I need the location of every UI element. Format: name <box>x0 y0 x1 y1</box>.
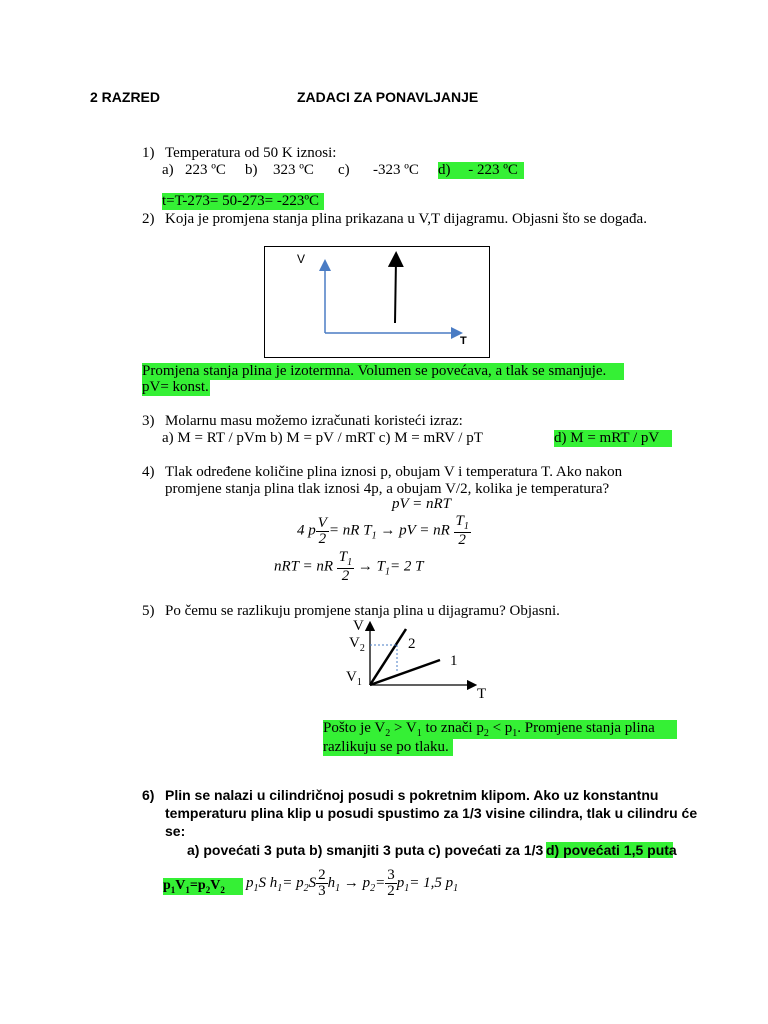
q6-eq-part: → p <box>343 874 371 891</box>
q4-eq2-numerator2-sub: 1 <box>463 521 469 532</box>
q6-answer: d) povećati 1,5 puta <box>546 842 677 858</box>
header-grade: 2 RAZRED <box>90 89 161 105</box>
q6-eq-sub: 1 <box>404 882 410 894</box>
q5-answer-part: < p <box>488 720 513 736</box>
q5-line-1 <box>370 660 440 685</box>
q5-answer-part: to znači p <box>421 720 484 736</box>
q6-eq-part: S h <box>258 874 278 891</box>
q1-option-c-label: c) <box>338 162 350 178</box>
q1-option-b: 323 ºC <box>273 162 314 178</box>
q1-option-d-label: d) <box>438 162 451 178</box>
q6-hl-part: V <box>175 878 186 893</box>
q5-answer-sub: 1 <box>416 728 422 739</box>
q4-eq2-numerator: V <box>317 514 327 531</box>
q4-eq2-part: 4 p <box>297 522 316 539</box>
q1-answer: t=T-273= 50-273= -223ºC <box>162 193 324 210</box>
q5-axis-t-label: T <box>477 686 487 702</box>
q5-text: Po čemu se razlikuju promjene stanja plina u dijagramu? Objasni. <box>165 603 560 619</box>
q5-v1-sub: 1 <box>356 677 362 688</box>
q6-hl-sub: 1 <box>170 884 176 895</box>
q6-eq-sub: 1 <box>277 882 283 894</box>
q1-text: Temperatura od 50 K iznosi: <box>165 145 337 161</box>
q4-equation-1: pV = nRT <box>392 496 452 512</box>
q4-eq2-sub: 1 <box>371 530 377 542</box>
q6-eq-part: p <box>396 874 405 891</box>
q5-v2-sub: 2 <box>359 643 365 654</box>
q5-answer-line1 <box>323 720 677 739</box>
q5-v1-text: V <box>346 669 357 685</box>
q6-eq-part: S <box>308 874 317 891</box>
q1-option-a-label: a) <box>162 162 174 178</box>
q1-number: 1) <box>142 145 155 161</box>
q3-number: 3) <box>142 413 155 429</box>
q4-eq2-denominator: 2 <box>318 530 327 547</box>
q6-eq-part: = 1,5 p <box>409 874 454 891</box>
q5-answer-part: > V <box>390 720 417 736</box>
q6-highlight-equation <box>163 878 243 895</box>
q4-equation-3 <box>274 550 423 584</box>
q6-eq-part: h <box>327 874 336 891</box>
q6-line2: temperaturu plina klip u posudi spustimo za 1/3 visine cilindra, tlak u cilindru će <box>165 805 698 821</box>
q4-eq3-numerator-sub: 1 <box>347 557 353 568</box>
q2-process-arrow <box>395 259 396 323</box>
q4-line1: Tlak određene količine plina iznosi p, obujam V i temperatura T. Ako nakon <box>165 464 623 480</box>
q6-hl-part: =p <box>189 878 206 893</box>
q6-hl-sub: 1 <box>185 884 190 895</box>
q3-text: Molarnu masu možemo izračunati koristeći izraz: <box>165 413 463 429</box>
q6-eq-part: = p <box>282 874 304 891</box>
q5-answer-sub: 2 <box>385 728 391 739</box>
q4-number: 4) <box>142 464 155 480</box>
q2-text: Koja je promjena stanja plina prikazana u V,T dijagramu. Objasni što se događa. <box>165 211 647 227</box>
q6-eq-numerator: 2 <box>318 867 326 883</box>
q6-eq-denominator: 3 <box>318 883 326 899</box>
q6-hl-sub: 2 <box>220 884 225 895</box>
q4-eq3-numerator: T <box>338 549 348 565</box>
q5-answer-sub: 2 <box>483 728 489 739</box>
q6-options: a) povećati 3 puta b) smanjiti 3 puta c) povećati za 1/3 <box>187 842 544 858</box>
q5-answer-part: Pošto je V <box>323 720 386 736</box>
q6-eq-sub: 2 <box>303 882 309 894</box>
q1-option-d: - 223 ºC <box>468 162 518 178</box>
q2-diagram-frame <box>264 246 490 358</box>
q4-eq3-sub: 1 <box>384 566 390 578</box>
q1-option-a: 223 ºC <box>185 162 226 178</box>
q5-answer-line2: razlikuju se po tlaku. <box>323 739 453 756</box>
q5-v2-text: V <box>349 635 360 651</box>
q4-line2: promjene stanja plina tlak iznosi 4p, a obujam V/2, kolika je temperatura? <box>165 481 610 497</box>
q6-line3: se: <box>165 823 186 839</box>
q2-axis-t-label: T <box>460 335 467 347</box>
q4-eq3-denominator: 2 <box>341 568 350 584</box>
q2-axis-v-label: V <box>297 252 306 266</box>
q4-eq3-part: → T <box>357 558 385 575</box>
q3-options: a) M = RT / pVm b) M = pV / mRT c) M = mRV / pT <box>162 430 483 446</box>
q6-eq-sub: 1 <box>335 882 341 894</box>
q6-line1: Plin se nalazi u cilindričnoj posudi s pokretnim klipom. Ako uz konstantnu <box>165 787 659 803</box>
q4-eq2-part: → pV = nR <box>380 522 450 539</box>
q6-eq-sub: 1 <box>453 882 459 894</box>
q5-line-2-label: 2 <box>408 636 416 652</box>
q6-hl-part: V <box>210 878 221 893</box>
q2-answer-line2: pV= konst. <box>142 379 209 395</box>
q5-line-2 <box>370 629 406 685</box>
q6-hl-part: p <box>163 878 171 893</box>
q4-eq2-denominator2: 2 <box>458 532 466 548</box>
q6-hl-sub: 2 <box>205 884 211 895</box>
q6-eq-part: = <box>375 874 386 891</box>
q5-line-1-label: 1 <box>450 653 458 669</box>
q1-option-d-highlight <box>438 162 524 179</box>
q5-answer-part: . Promjene stanja plina <box>517 720 655 736</box>
q4-equation-2 <box>297 514 471 548</box>
q3-answer: d) M = mRT / pV <box>554 430 672 447</box>
q6-eq-part: p <box>246 874 254 891</box>
q5-answer-sub: 1 <box>512 728 518 739</box>
q5-number: 5) <box>142 603 155 619</box>
q4-eq3-part: nRT = nR <box>274 558 334 575</box>
q6-number: 6) <box>142 787 155 803</box>
q6-eq-numerator2: 3 <box>387 867 395 883</box>
q6-eq-denominator2: 2 <box>387 883 395 899</box>
q5-vt-diagram <box>340 618 500 708</box>
q4-eq2-numerator2: T <box>455 513 464 529</box>
q5-v1-label <box>346 669 362 688</box>
q6-eq-sub: 2 <box>370 882 376 894</box>
q1-option-b-label: b) <box>245 162 258 178</box>
q4-eq2-part: = nR T <box>328 522 372 539</box>
q6-eq-sub: 1 <box>253 882 259 894</box>
q1-option-c: -323 ºC <box>373 162 419 178</box>
q2-answer-line1: Promjena stanja plina je izotermna. Volumen se povećava, a tlak se smanjuje. <box>142 363 624 380</box>
q5-diagram <box>340 618 500 708</box>
q5-v2-label <box>349 635 365 654</box>
header-title: ZADACI ZA PONAVLJANJE <box>297 89 479 105</box>
q6-equation <box>246 868 458 899</box>
q5-axis-v-label: V <box>353 618 364 634</box>
q4-eq3-part: = 2 T <box>389 558 424 575</box>
q2-number: 2) <box>142 211 155 227</box>
